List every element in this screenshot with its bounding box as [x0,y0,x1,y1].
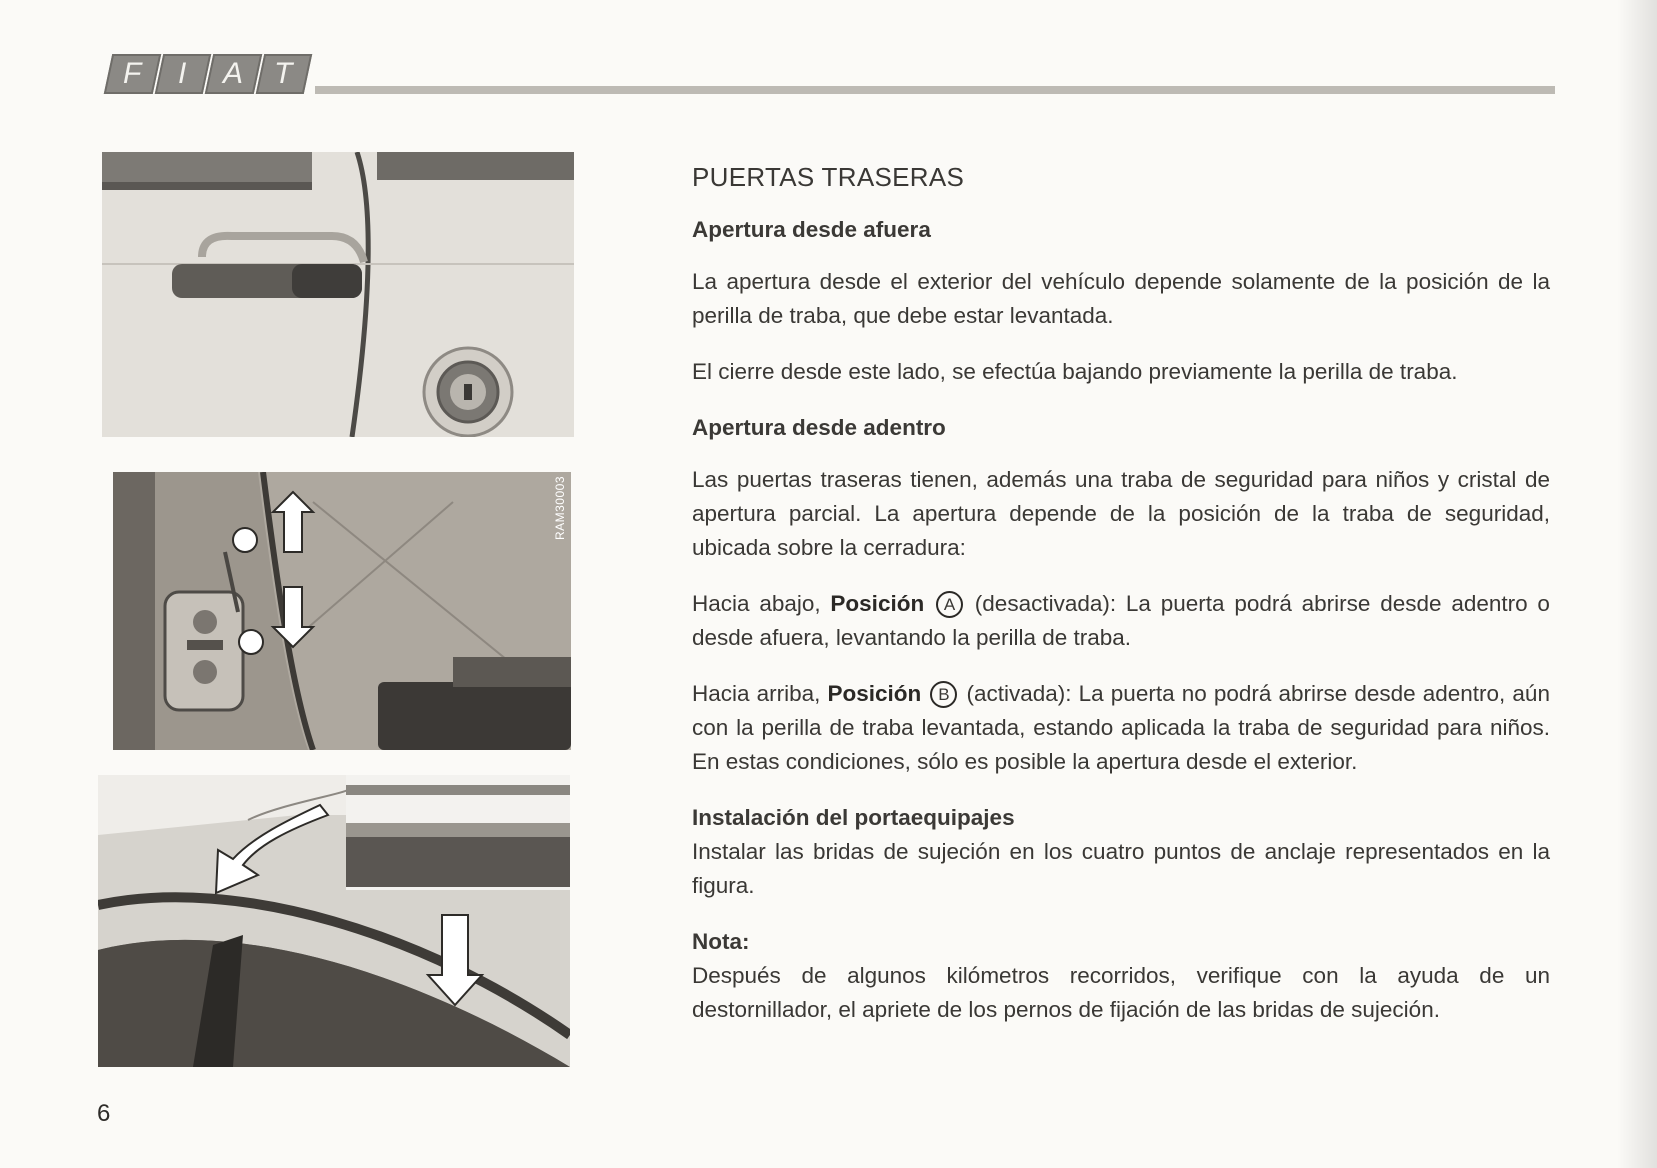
paragraph: El cierre desde este lado, se efectúa bajando previamente la perilla de traba. [692,359,1458,384]
fiat-logo [104,54,313,94]
photo-roof-rack-anchors [98,775,570,1067]
roof-rack-illustration [98,775,570,1067]
logo-letter: A [222,57,244,90]
section-title: PUERTAS TRASERAS [692,162,965,192]
position-a-text: (desactivada): La puerta podrá abrirse desde adentro o desde afuera, levantando la perilla de traba. [692,591,1550,650]
door-handle-illustration [102,152,574,437]
note-heading: Nota: [692,929,750,954]
subheading-exterior: Apertura desde afuera [692,217,931,242]
position-a-paragraph [692,587,1550,655]
position-b-paragraph [692,677,1550,779]
position-b-text: (activada): La puerta no podrá abrirse desde adentro, aún con la perilla de traba levantada, estando aplicada la traba de seguridad para niños. En estas condiciones, sólo es posible la apertura desde el exterior. [692,681,1550,774]
header-rule [315,86,1555,94]
subheading-roof-rack: Instalación del portaequipajes [692,805,1015,830]
child-lock-illustration [113,472,571,750]
text-column [692,155,1550,1027]
circled-a-badge: A [936,591,963,618]
page-number: 6 [97,1100,111,1127]
logo-letter: I [178,57,188,90]
photo-child-safety-lock [113,472,571,750]
position-b-label: Posición [827,681,922,706]
logo-letter: F [122,57,142,90]
circled-b-badge: B [930,681,957,708]
photo-exterior-door-handle [102,152,574,437]
page-edge-shadow [1617,0,1657,1168]
logo-letter: T [274,57,294,90]
subheading-interior: Apertura desde adentro [692,415,946,440]
note-paragraph: Después de algunos kilómetros recorridos, verifique con la ayuda de un destornillador, el apriete de los pernos de fijación de las bridas de sujeción. [692,963,1550,1022]
paragraph: La apertura desde el exterior del vehículo depende solamente de la posición de la perilla de traba, que debe estar levantada. [692,269,1550,328]
figure-code: RAM30003 [553,476,567,541]
paragraph: Las puertas traseras tienen, además una traba de seguridad para niños y cristal de apertura parcial. La apertura depende de la posición de la traba de seguridad, ubicada sobre la cerradura: [692,467,1550,560]
position-a-lead: Hacia abajo, [692,591,821,616]
paragraph: Instalar las bridas de sujeción en los cuatro puntos de anclaje representados en la figura. [692,839,1550,898]
position-b-lead: Hacia arriba, [692,681,821,706]
position-a-label: Posición [830,591,925,616]
